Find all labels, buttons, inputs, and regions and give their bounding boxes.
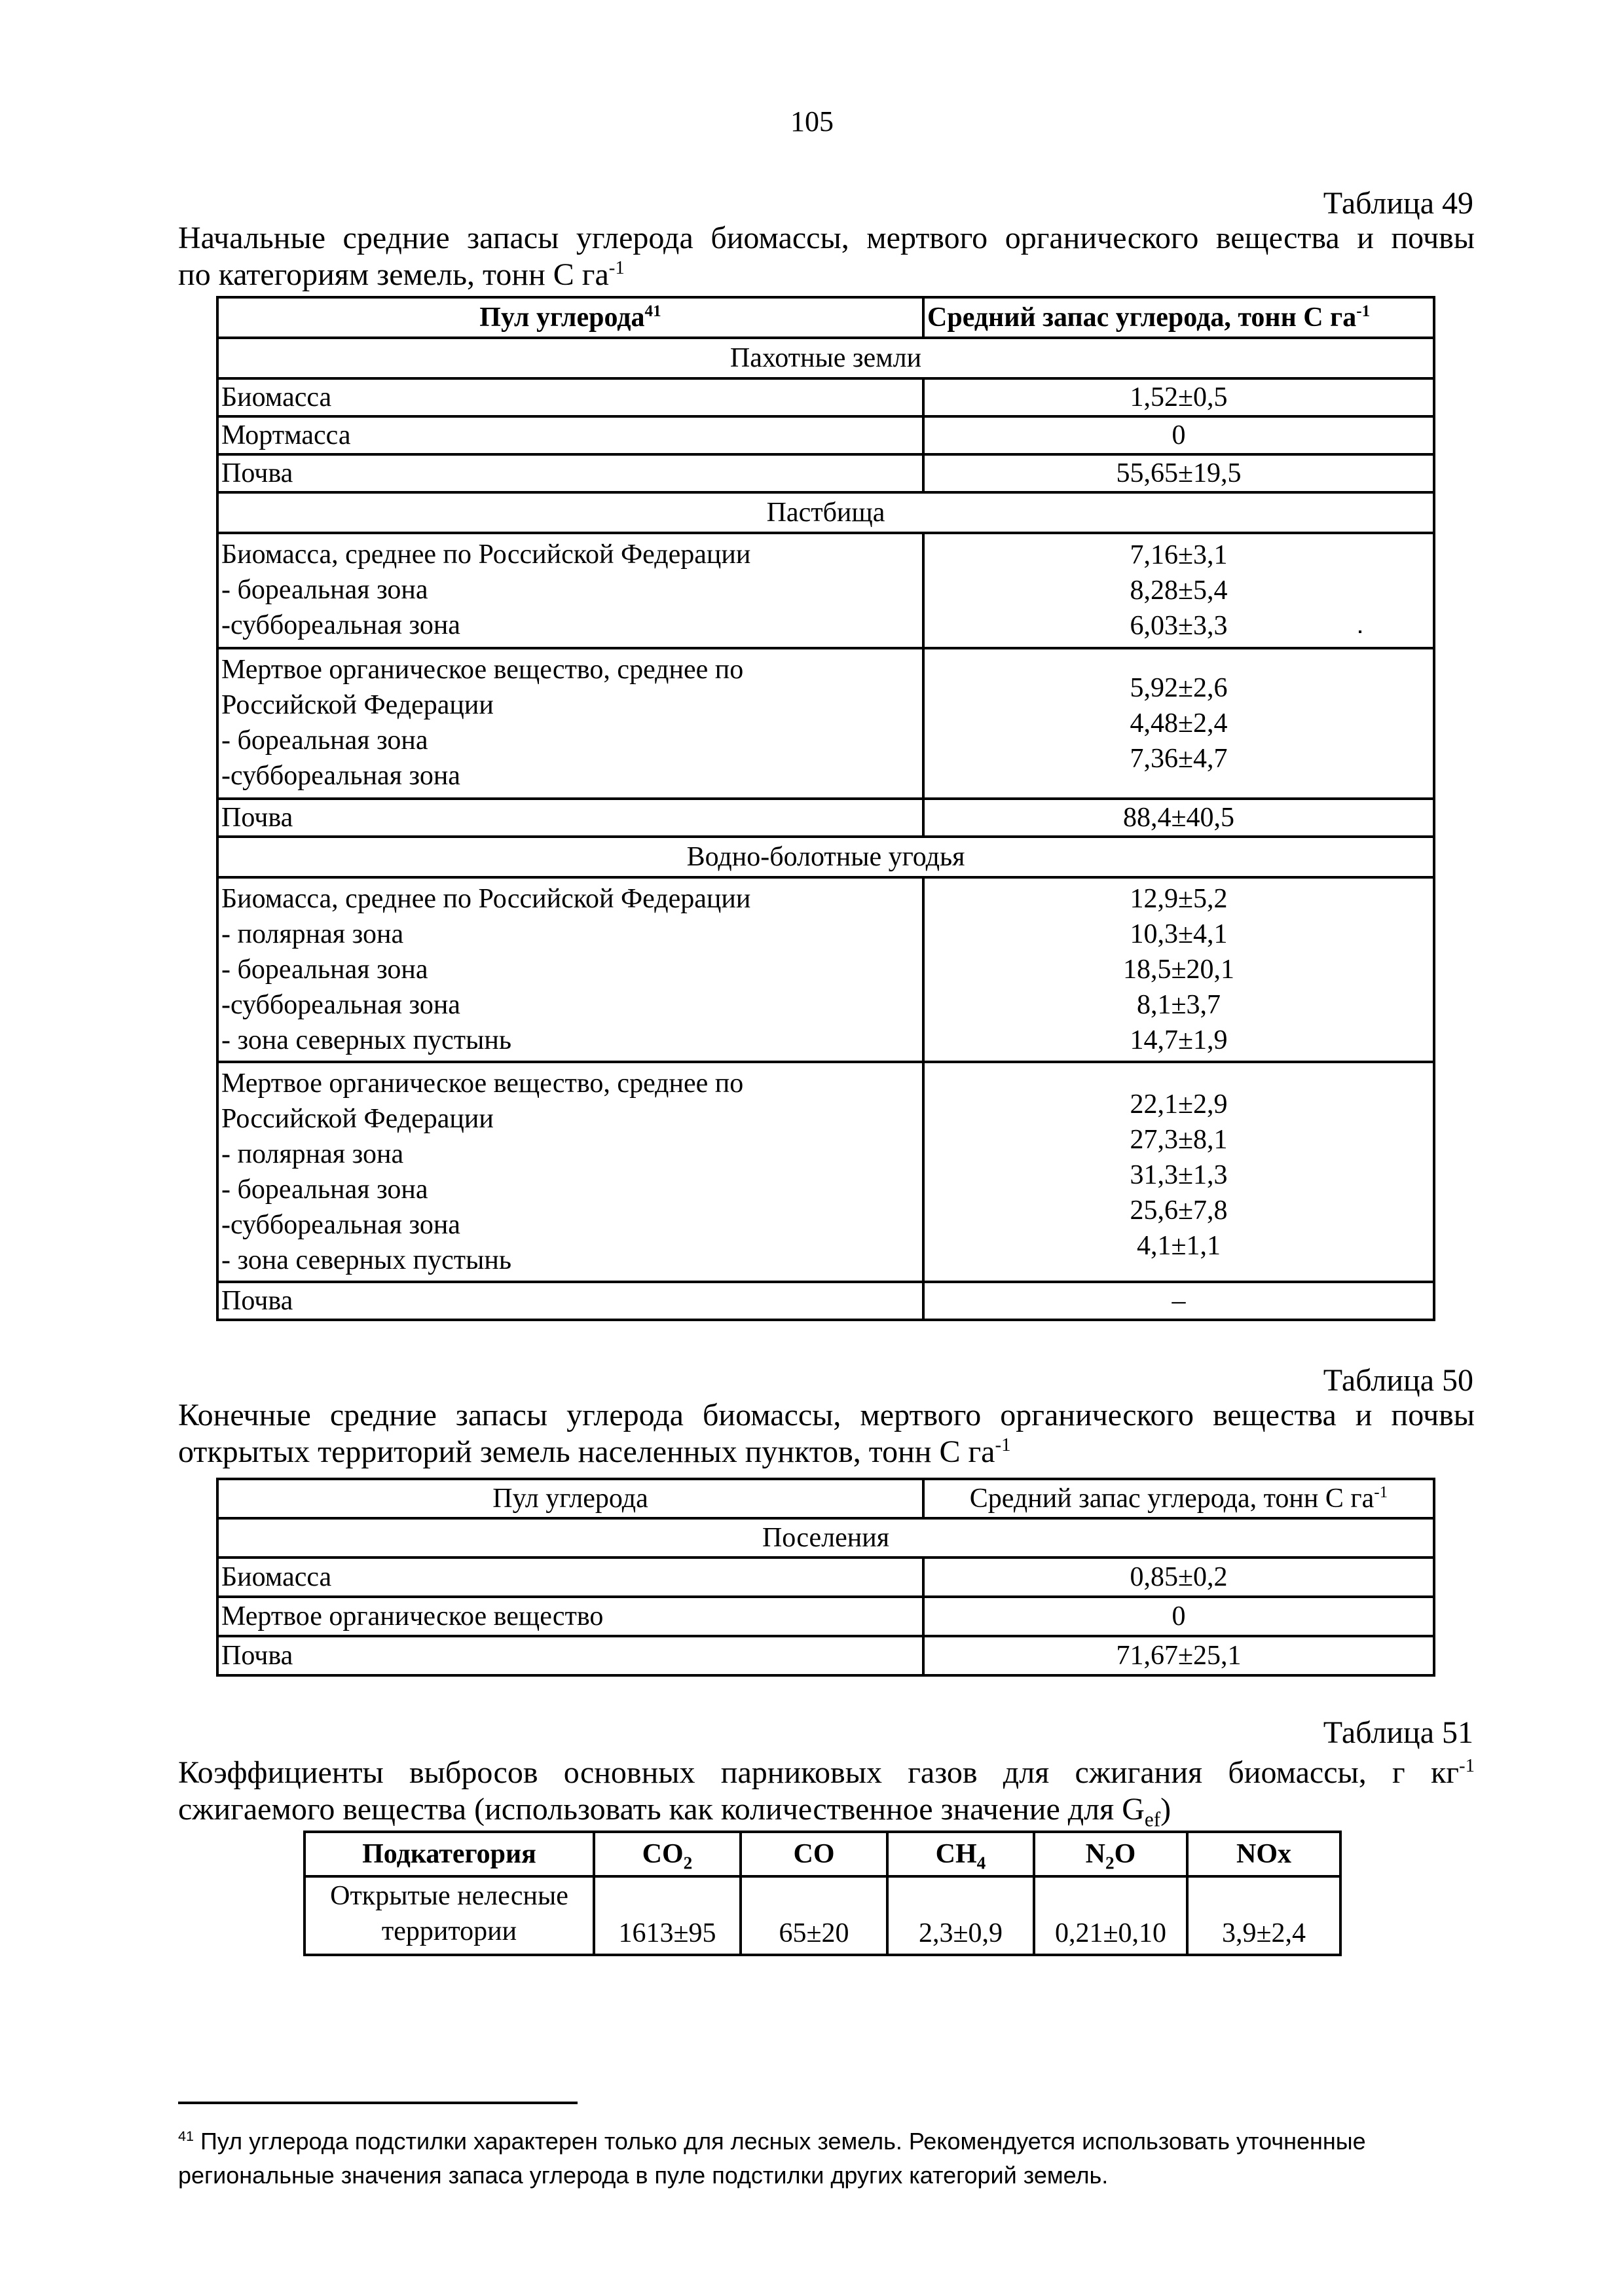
table-row — [217, 416, 1434, 454]
header-nox: NOx — [1187, 1832, 1340, 1876]
table-50-caption-line-1: Конечные средние запасы углерода биомассы, мертвого органического вещества и почвы — [178, 1398, 1475, 1432]
formula-subscript: 2 — [683, 1853, 693, 1873]
co-value: 65±20 — [741, 1876, 887, 1955]
value-cell — [923, 1062, 1434, 1282]
table-51-caption-line-2 — [178, 1791, 1475, 1831]
value-line: 5,92±2,6 — [1130, 673, 1228, 703]
pool-line: Мертвое органическое вещество, среднее по — [221, 1068, 744, 1099]
table-row — [304, 1876, 1340, 1955]
table-row — [217, 877, 1434, 1062]
pool-cell: Мортмасса — [217, 416, 923, 454]
header-mean-stock — [923, 297, 1434, 338]
section-title: Пахотные земли — [217, 338, 1434, 378]
pool-line: - полярная зона — [221, 1139, 404, 1169]
table-row — [217, 1282, 1434, 1320]
value-line: 7,16±3,1 — [1130, 540, 1228, 570]
header-superscript: -1 — [1356, 302, 1371, 320]
formula-text: N — [1085, 1838, 1105, 1869]
footnote — [178, 2124, 1475, 2193]
table-51-header-row — [304, 1832, 1340, 1876]
formula-subscript: 4 — [976, 1853, 986, 1873]
header-co: CO — [741, 1832, 887, 1876]
caption-text: ) — [1160, 1792, 1172, 1827]
pool-cell — [217, 1062, 923, 1282]
section-row-cropland — [217, 338, 1434, 378]
value-line: 6,03±3,3 — [1130, 611, 1228, 641]
pool-line: Российской Федерации — [221, 1104, 494, 1134]
header-carbon-pool: Пул углерода — [217, 1479, 923, 1518]
footnote-ref: 41 — [644, 302, 661, 320]
footnote-marker: 41 — [178, 2128, 194, 2144]
table-row — [217, 533, 1434, 648]
pool-cell: Мертвое органическое вещество — [217, 1597, 923, 1636]
footnote-divider — [178, 2102, 578, 2104]
caption-superscript: -1 — [608, 257, 625, 278]
section-row-settlements — [217, 1518, 1434, 1558]
caption-superscript: -1 — [995, 1434, 1011, 1455]
formula-text: CH — [935, 1838, 977, 1869]
page-number: 105 — [790, 105, 834, 137]
caption-text: открытых территорий земель населенных пунктов, тонн С га — [178, 1434, 995, 1469]
pool-line: -суббореальная зона — [221, 990, 460, 1020]
caption-text: Коэффициенты выбросов основных парниковых газов для сжигания биомассы, г кг — [178, 1755, 1459, 1790]
table-51-label: Таблица 51 — [1323, 1715, 1473, 1750]
value-line: 8,28±5,4 — [1130, 575, 1228, 606]
pool-line: - бореальная зона — [221, 575, 428, 605]
value-cell: 0 — [923, 416, 1434, 454]
caption-text: по категориям земель, тонн С га — [178, 257, 609, 292]
pool-line: - бореальная зона — [221, 955, 428, 985]
caption-text: сжигаемого вещества (использовать как количественное значение для G — [178, 1792, 1145, 1827]
header-ch4 — [887, 1832, 1034, 1876]
nox-value: 3,9±2,4 — [1187, 1876, 1340, 1955]
value-cell: 71,67±25,1 — [923, 1636, 1434, 1675]
subcategory-cell — [304, 1876, 594, 1955]
value-cell — [923, 648, 1434, 799]
pool-cell: Почва — [217, 799, 923, 837]
pool-line: -суббореальная зона — [221, 610, 460, 640]
table-50-caption-line-2 — [178, 1434, 1475, 1470]
value-line: 8,1±3,7 — [1136, 990, 1221, 1020]
header-co2 — [594, 1832, 741, 1876]
ch4-value: 2,3±0,9 — [887, 1876, 1034, 1955]
table-51-caption-line-1 — [178, 1755, 1475, 1791]
table-row — [217, 454, 1434, 492]
value-cell — [923, 533, 1434, 648]
table-49-caption-line-2 — [178, 257, 1475, 293]
table-row — [217, 1062, 1434, 1282]
value-cell: 1,52±0,5 — [923, 378, 1434, 416]
pool-line: -суббореальная зона — [221, 761, 460, 791]
value-line: 7,36±4,7 — [1130, 744, 1228, 774]
value-cell: 55,65±19,5 — [923, 454, 1434, 492]
pool-line: -суббореальная зона — [221, 1210, 460, 1240]
formula-text: CO — [642, 1838, 684, 1869]
pool-cell: Почва — [217, 454, 923, 492]
value-line: 12,9±5,2 — [1130, 884, 1228, 914]
value-line: 31,3±1,3 — [1130, 1160, 1228, 1190]
value-line: 22,1±2,9 — [1130, 1089, 1228, 1120]
value-cell: – — [923, 1282, 1434, 1320]
subcategory-line: территории — [381, 1916, 517, 1946]
value-line: 4,48±2,4 — [1130, 708, 1228, 738]
header-text: Средний запас углерода, тонн С га — [969, 1483, 1375, 1514]
pool-cell: Биомасса — [217, 378, 923, 416]
pool-line: - зона северных пустынь — [221, 1025, 511, 1055]
footnote-text: Пул углерода подстилки характерен только для лесных земель. Рекомендуется использовать уточненные региональные значения запаса углерода в пуле подстилки других категорий земель. — [178, 2128, 1366, 2189]
table-50-label: Таблица 50 — [1323, 1363, 1473, 1398]
table-49-caption — [178, 220, 1475, 293]
table-51-caption — [178, 1755, 1475, 1831]
scan-speck — [1359, 630, 1361, 633]
value-cell — [923, 877, 1434, 1062]
formula-text: O — [1114, 1838, 1136, 1869]
header-mean-stock — [923, 1479, 1434, 1518]
value-line: 4,1±1,1 — [1136, 1231, 1221, 1261]
section-title: Водно-болотные угодья — [217, 837, 1434, 877]
table-49-label: Таблица 49 — [1323, 186, 1473, 221]
header-text: Пул углерода — [479, 302, 645, 333]
co2-value: 1613±95 — [594, 1876, 741, 1955]
section-title: Пастбища — [217, 492, 1434, 533]
value-line: 18,5±20,1 — [1122, 955, 1235, 985]
header-n2o — [1034, 1832, 1187, 1876]
value-cell: 88,4±40,5 — [923, 799, 1434, 837]
pool-cell — [217, 533, 923, 648]
value-line: 25,6±7,8 — [1130, 1195, 1228, 1226]
pool-line: Биомасса, среднее по Российской Федерации — [221, 884, 751, 914]
pool-cell: Почва — [217, 1282, 923, 1320]
header-carbon-pool — [217, 297, 923, 338]
table-row — [217, 1636, 1434, 1675]
value-cell: 0 — [923, 1597, 1434, 1636]
table-50 — [216, 1478, 1435, 1677]
header-superscript: -1 — [1374, 1483, 1388, 1501]
pool-cell: Почва — [217, 1636, 923, 1675]
table-row — [217, 799, 1434, 837]
value-line: 14,7±1,9 — [1130, 1025, 1228, 1055]
table-49-header-row — [217, 297, 1434, 338]
caption-subscript: ef — [1144, 1808, 1161, 1831]
value-cell: 0,85±0,2 — [923, 1558, 1434, 1597]
pool-cell — [217, 877, 923, 1062]
section-row-pasture — [217, 492, 1434, 533]
pool-line: Мертвое органическое вещество, среднее по — [221, 655, 744, 685]
pool-line: - полярная зона — [221, 919, 404, 949]
header-subcategory: Подкатегория — [304, 1832, 594, 1876]
table-49-caption-line-1: Начальные средние запасы углерода биомассы, мертвого органического вещества и почвы — [178, 221, 1475, 255]
value-line: 10,3±4,1 — [1130, 919, 1228, 949]
formula-subscript: 2 — [1105, 1853, 1115, 1873]
pool-line: Российской Федерации — [221, 690, 494, 720]
caption-superscript: -1 — [1459, 1755, 1475, 1776]
table-row — [217, 378, 1434, 416]
table-50-header-row — [217, 1479, 1434, 1518]
pool-line: Биомасса, среднее по Российской Федерации — [221, 539, 751, 570]
table-row — [217, 1597, 1434, 1636]
table-49 — [216, 296, 1435, 1321]
n2o-value: 0,21±0,10 — [1034, 1876, 1187, 1955]
subcategory-line: Открытые нелесные — [330, 1881, 568, 1911]
header-text: Средний запас углерода, тонн С га — [927, 302, 1357, 333]
pool-cell: Биомасса — [217, 1558, 923, 1597]
pool-line: - зона северных пустынь — [221, 1245, 511, 1275]
table-row — [217, 1558, 1434, 1597]
section-row-wetlands — [217, 837, 1434, 877]
value-line: 27,3±8,1 — [1130, 1125, 1228, 1155]
pool-line: - бореальная зона — [221, 1175, 428, 1205]
table-row — [217, 648, 1434, 799]
pool-cell — [217, 648, 923, 799]
table-51 — [303, 1831, 1342, 1956]
pool-line: - бореальная зона — [221, 725, 428, 756]
table-50-caption — [178, 1397, 1475, 1470]
section-title: Поселения — [217, 1518, 1434, 1558]
